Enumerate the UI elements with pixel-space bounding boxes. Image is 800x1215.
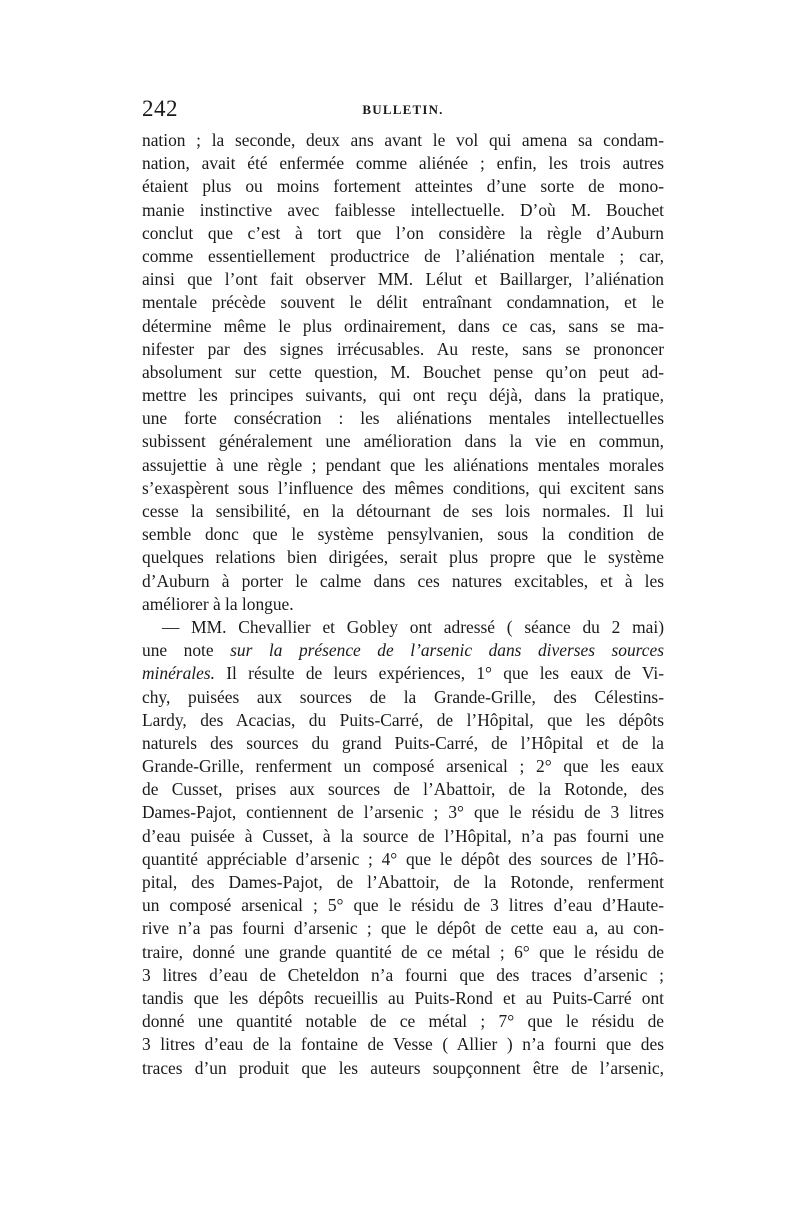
text-line: traire, donné une grande quantité de ce métal ; 6° que le résidu de — [142, 941, 664, 962]
text-line: de Cusset, prises aux sources de l’Abattoir, de la Rotonde, des — [142, 779, 664, 800]
text-line: nifester par des signes irrécusables. Au reste, sans se prononcer — [142, 338, 664, 359]
running-title: BULLETIN. — [362, 102, 444, 117]
text-line: conclut que c’est à tort que l’on considère la règle d’Auburn — [142, 222, 664, 243]
text-run: une note — [142, 640, 231, 661]
text-line: étaient plus ou moins fortement atteintes d’une sorte de mono- — [142, 176, 664, 197]
text-run: Il résulte de leurs expériences, 1° que les eaux de Vi- — [214, 663, 664, 684]
text-line: subissent généralement une amélioration dans la vie en commun, — [142, 431, 664, 452]
note-title-italic: sur la présence de l’arsenic dans diverses sources — [230, 640, 664, 661]
text-line: améliorer à la longue. — [142, 593, 294, 614]
text-line: manie instinctive avec faiblesse intellectuelle. D’où M. Bouchet — [142, 199, 664, 220]
text-line: ainsi que l’ont fait observer MM. Lélut et Baillarger, l’aliénation — [142, 269, 664, 290]
text-line: nation ; la seconde, deux ans avant le vol qui amena sa condam- — [142, 130, 664, 150]
text-line: traces d’un produit que les auteurs soupçonnent être de l’arsenic, — [142, 1057, 664, 1078]
text-line: d’eau puisée à Cusset, à la source de l’Hôpital, n’a pas fourni une — [142, 825, 664, 846]
text-line: — MM. Chevallier et Gobley ont adressé ( séance du 2 mai) — [162, 616, 664, 637]
text-line: Grande-Grille, renferment un composé arsenical ; 2° que les eaux — [142, 756, 664, 777]
text-line: mentale précède souvent le délit entraînant condamnation, et le — [142, 292, 664, 313]
body-text — [142, 129, 664, 1080]
text-line: pital, des Dames-Pajot, de l’Abattoir, de la Rotonde, renferment — [142, 872, 664, 892]
note-title-italic: minérales. — [142, 663, 215, 684]
text-line: d’Auburn à porter le calme dans ces natures excitables, et à les — [142, 570, 664, 591]
text-line: donné une quantité notable de ce métal ; 7° que le résidu de — [142, 1011, 664, 1032]
text-line: comme essentiellement productrice de l’aliénation mentale ; car, — [142, 245, 664, 266]
text-line: semble donc que le système pensylvanien, sous la condition de — [142, 524, 664, 545]
text-line: quelques relations bien dirigées, serait plus propre que le système — [142, 547, 664, 568]
text-line: Lardy, des Acacias, du Puits-Carré, de l’Hôpital, que les dépôts — [142, 709, 664, 730]
text-line: détermine même le plus ordinairement, dans ce cas, sans se ma- — [142, 315, 664, 336]
running-head — [142, 96, 664, 126]
text-line: 3 litres d’eau de Cheteldon n’a fourni que des traces d’arsenic ; — [142, 964, 664, 985]
text-line — [142, 639, 664, 662]
text-line: un composé arsenical ; 5° que le résidu de 3 litres d’eau d’Haute- — [142, 895, 664, 916]
text-line: s’exaspèrent sous l’influence des mêmes conditions, qui excitent sans — [142, 477, 664, 498]
text-line: 3 litres d’eau de la fontaine de Vesse ( Allier ) n’a fourni que des — [142, 1034, 664, 1055]
text-line: Dames-Pajot, contiennent de l’arsenic ; 3° que le résidu de 3 litres — [142, 802, 664, 823]
text-line: cesse la sensibilité, en la détournant de ses lois normales. Il lui — [142, 501, 664, 521]
text-line: assujettie à une règle ; pendant que les aliénations mentales morales — [142, 454, 664, 475]
page-number: 242 — [142, 96, 178, 121]
text-line — [142, 662, 664, 685]
text-line: rive n’a pas fourni d’arsenic ; que le dépôt de cette eau a, au con- — [142, 918, 664, 939]
document-page — [142, 96, 664, 1080]
text-line: tandis que les dépôts recueillis au Puits-Rond et au Puits-Carré ont — [142, 987, 664, 1008]
text-line: chy, puisées aux sources de la Grande-Grille, des Célestins- — [142, 686, 664, 707]
text-line: naturels des sources du grand Puits-Carré, de l’Hôpital et de la — [142, 732, 664, 753]
text-line: nation, avait été enfermée comme aliénée ; enfin, les trois autres — [142, 153, 664, 174]
text-line: absolument sur cette question, M. Bouchet pense qu’on peut ad- — [142, 361, 664, 382]
text-line: quantité appréciable d’arsenic ; 4° que le dépôt des sources de l’Hô- — [142, 848, 664, 869]
text-line: mettre les principes suivants, qui ont reçu déjà, dans la pratique, — [142, 385, 664, 406]
text-line: une forte consécration : les aliénations mentales intellectuelles — [142, 408, 664, 429]
